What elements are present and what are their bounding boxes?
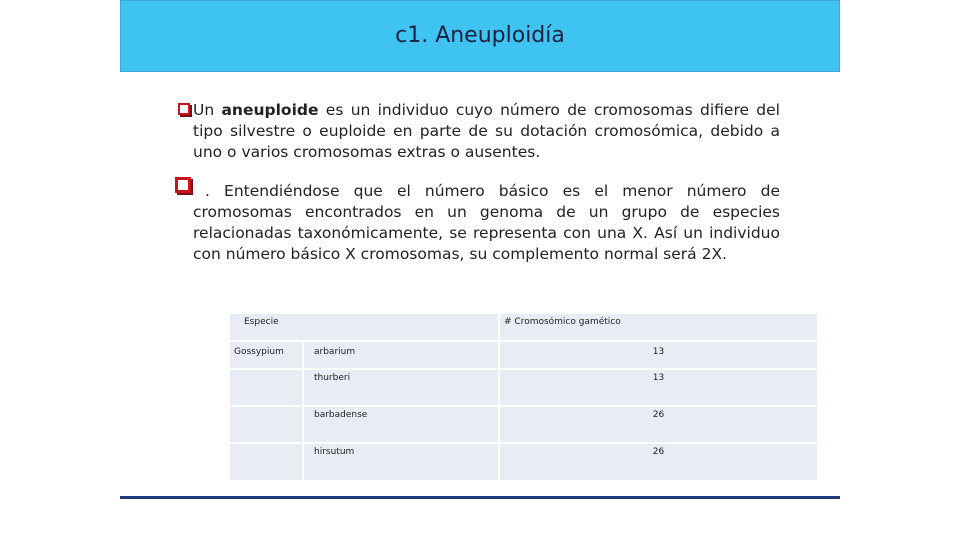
- empty-cell: [230, 444, 302, 480]
- species-cell: hirsutum: [304, 444, 498, 480]
- slide-title: c1. Aneuploidía: [395, 23, 565, 48]
- species-cell: barbadense: [304, 407, 498, 442]
- count-cell: 26: [500, 407, 817, 442]
- count-cell: 13: [500, 342, 817, 368]
- text: es un individuo cuyo número de cromosomas difiere del tipo silvestre o euploide en parte de su dotación cromosómica, debido a uno o varios cromosomas extras o ausentes.: [193, 101, 780, 161]
- count-cell: 26: [500, 444, 817, 480]
- empty-cell: [230, 370, 302, 405]
- bold-term: aneuploide: [221, 101, 319, 119]
- checkbox-bullet-icon: [175, 177, 191, 193]
- header-especie: Especie: [230, 314, 498, 340]
- chromosome-table: [228, 312, 819, 482]
- paragraph-numero-basico: . Entendiéndose que el número básico es el menor número de cromosomas encontrados en un genoma de un grupo de especies relacionadas taxonómicamente, se representa con una X. Así un individuo con número básico X cromosomas, su complemento normal será 2X.: [193, 182, 780, 263]
- paragraph-aneuploide: [193, 100, 780, 163]
- bottom-rule: [120, 496, 840, 499]
- empty-cell: [230, 407, 302, 442]
- species-cell: thurberi: [304, 370, 498, 405]
- header-chromosome: # Cromosómico gamético: [500, 314, 817, 340]
- species-cell: arbarium: [304, 342, 498, 368]
- title-bar: [120, 0, 840, 72]
- text: Un: [193, 101, 222, 119]
- genus-cell: Gossypium: [230, 342, 302, 368]
- count-cell: 13: [500, 370, 817, 405]
- checkbox-bullet-icon: [178, 103, 190, 115]
